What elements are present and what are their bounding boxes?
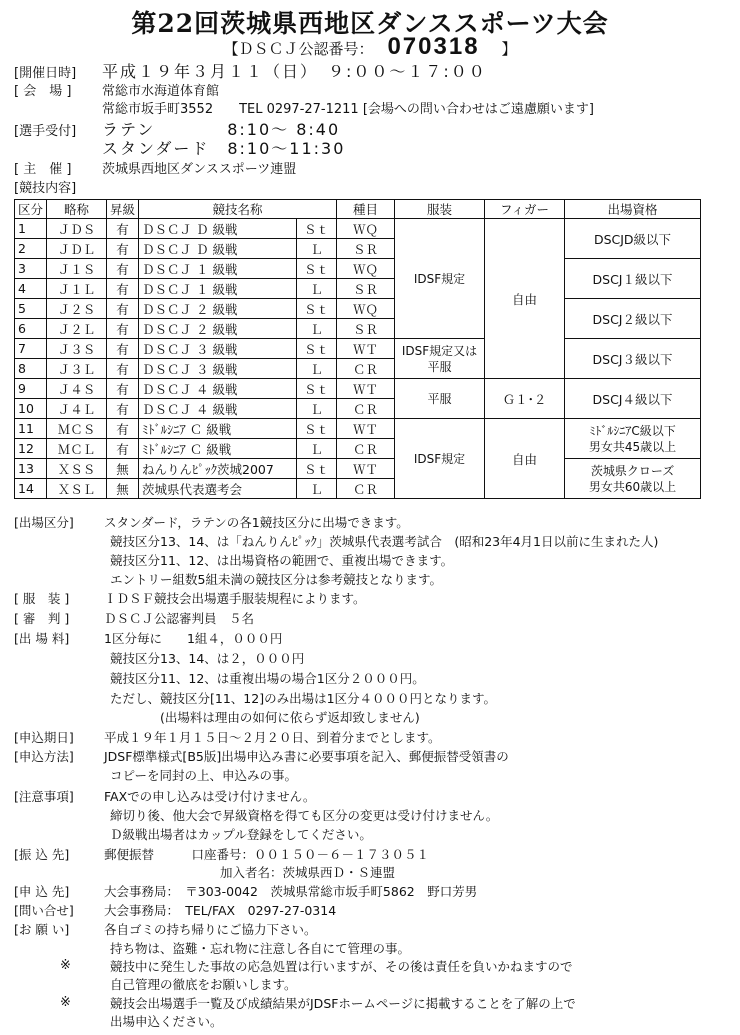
division-no: 14 [15,479,47,499]
qualification [565,459,701,499]
abbreviation: ＭＣＳ [47,419,107,439]
content-label: [競技内容] [14,181,77,196]
abbreviation: Ｊ１Ｌ [47,279,107,299]
promotion: 無 [107,479,139,499]
event: ＷＴ [337,379,395,399]
competition-name: ＤＳＣＪ ２ 級戦 [139,299,297,319]
fee-line-2: 競技区分13、14、は２，０００円 [110,651,305,666]
category: Ｌ [297,479,337,499]
table-row [15,379,701,399]
competition-table [14,199,701,499]
apply-section: [申 込 先] 大会事務局： 〒303-0042 茨城県常総市坂手町5862 野口芳男 [14,884,478,899]
promotion: 有 [107,319,139,339]
promotion: 有 [107,339,139,359]
abbreviation: ＭＣＬ [47,439,107,459]
reception-standard: スタンダード 8:10～11:30 [102,139,346,158]
event: ＷＱ [337,259,395,279]
abbreviation: Ｊ１Ｓ [47,259,107,279]
dress-ids: IDSF規定 [395,219,485,339]
table-header: 区分 略称 昇級 競技名称 種目 服装 フィガー 出場資格 [15,200,701,219]
qualification: DSCJ３級以下 [565,339,701,379]
page-title: 第22回茨城県西地区ダンススポーツ大会 [131,9,609,38]
event: ＷＴ [337,419,395,439]
promotion: 有 [107,279,139,299]
caution-section: [注意事項] FAXでの申し込みは受け付けません。 [14,789,316,804]
table-row [15,339,701,359]
dress-ids-or-plain: IDSF規定又は平服 [395,339,485,379]
qualification-line: 男女共60歳以上 [588,479,677,494]
competition-name: ＤＳＣＪ Ｄ 級戦 [139,239,297,259]
qualification-line: 茨城県クローズ [590,463,675,478]
fee-line-3: 競技区分11、12、は重複出場の場合1区分２０００円。 [110,671,425,686]
abbreviation: Ｊ２Ｌ [47,319,107,339]
abbreviation: ＪＤＬ [47,239,107,259]
approval-number: 【ＤＳＣＪ公認番号： 070318 】 [223,33,517,60]
abbreviation: Ｊ４Ｌ [47,399,107,419]
division-no: 11 [15,419,47,439]
date-value: 平成１９年３月１１（日） ９:００～１７:００ [102,62,487,81]
abbreviation: ＪＤＳ [47,219,107,239]
category: Ｓｔ [297,379,337,399]
qualification: DSCJ２級以下 [565,299,701,339]
entry-line-4: エントリー組数5組未満の競技区分は参考競技となります。 [110,572,442,587]
event: ＷＱ [337,299,395,319]
event: ＣＲ [337,399,395,419]
competition-name: ＤＳＣＪ Ｄ 級戦 [139,219,297,239]
division-no: 2 [15,239,47,259]
competition-name: ﾐﾄﾞﾙｼﾆｱ Ｃ 級戦 [139,439,297,459]
event: ＷＱ [337,219,395,239]
qualification: DSCJ１級以下 [565,259,701,299]
division-no: 3 [15,259,47,279]
request-line-2: 持ち物は、盗難・忘れ物に注意し各自にて管理の事。 [110,941,411,956]
host-value: 茨城県西地区ダンススポーツ連盟 [102,162,297,177]
event: ＳＲ [337,239,395,259]
event: ＷＴ [337,339,395,359]
event: ＣＲ [337,359,395,379]
venue-row: [ 会 場 ] 常総市水海道体育館 [14,84,220,99]
competition-name: ＤＳＣＪ ２ 級戦 [139,319,297,339]
dress-section: [ 服 装 ] ＩＤＳＦ競技会出場選手服装規程によります。 [14,591,366,606]
venue-name: 常総市水海道体育館 [102,84,220,99]
division-no: 6 [15,319,47,339]
competition-name: ねんりんﾋﾟｯｸ茨城2007 [139,459,297,479]
approval-code: 070318 [387,33,480,60]
competition-name: ＤＳＣＪ ４ 級戦 [139,379,297,399]
table-row [15,459,701,479]
qualification: DSCJD級以下 [565,219,701,259]
promotion: 有 [107,379,139,399]
event: ＣＲ [337,439,395,459]
competition-name: ＤＳＣＪ ３ 級戦 [139,339,297,359]
transfer-line-2: 加入者名：茨城県西Ｄ・Ｓ連盟 [220,865,396,880]
table-row [15,259,701,279]
qualification-line: ﾐﾄﾞﾙｼﾆｱC級以下 [589,423,676,438]
category: Ｌ [297,399,337,419]
category: Ｓｔ [297,339,337,359]
method-section: [申込方法] JDSF標準様式[B5版]出場申込み書に必要事項を記入、郵便振替受領書の [14,749,509,764]
event: ＳＲ [337,279,395,299]
division-no: 4 [15,279,47,299]
category: Ｓｔ [297,419,337,439]
promotion: 有 [107,399,139,419]
table-row [15,299,701,319]
event: ＣＲ [337,479,395,499]
promotion: 有 [107,259,139,279]
division-no: 10 [15,399,47,419]
abbreviation: ＸＳＳ [47,459,107,479]
judge-section: [ 審 判 ] ＤＳＣＪ公認審判員 ５名 [14,611,255,626]
competition-name: ＤＳＣＪ ４ 級戦 [139,399,297,419]
abbreviation: Ｊ４Ｓ [47,379,107,399]
method-line-2: コピーを同封の上、申込みの事。 [110,768,298,783]
approval-label: 【ＤＳＣＪ公認番号： [223,40,374,58]
promotion: 有 [107,359,139,379]
competition-name: 茨城県代表選考会 [139,479,297,499]
figure-g12: Ｇ１･２ [485,379,565,419]
fee-line-5: (出場料は理由の如何に依らず返却致しません) [160,710,420,725]
entry-line-2: 競技区分13、14、は「ねんりんﾋﾟｯｸ」茨城県代表選考試合 (昭和23年4月1日以前に生まれた人) [110,534,659,549]
dress-ids-middle: IDSF規定 [395,419,485,499]
date-row: [開催日時] 平成１９年３月１１（日） ９:００～１７:００ [14,62,487,81]
abbreviation: Ｊ３Ｌ [47,359,107,379]
category: Ｓｔ [297,299,337,319]
category: Ｌ [297,239,337,259]
qualification [565,419,701,459]
category: Ｓｔ [297,219,337,239]
abbreviation: Ｊ３Ｓ [47,339,107,359]
competition-name: ＤＳＣＪ ３ 級戦 [139,359,297,379]
qualification-line: 男女共45歳以上 [588,439,677,454]
promotion: 有 [107,439,139,459]
promotion: 有 [107,239,139,259]
caution-line-2: 締切り後、他大会で昇級資格を得ても区分の変更は受け付けません。 [110,808,499,823]
request-line-4: 自己管理の徹底をお願いします。 [110,977,297,992]
reception-row: [選手受付] ラテン 8:10～ 8:40 [14,120,341,139]
request-line-3: 競技中に発生した事故の応急処置は行いますが、その後は責任を負いかねますので [110,959,573,974]
entry-line-3: 競技区分11、12、は出場資格の範囲で、重複出場できます。 [110,553,454,568]
dress-plain: 平服 [395,379,485,419]
promotion: 有 [107,419,139,439]
fee-line-4: ただし、競技区分[11、12]のみ出場は1区分４０００円となります。 [110,691,497,706]
reception-latin: ラテン 8:10～ 8:40 [102,120,341,139]
division-no: 9 [15,379,47,399]
figure-free-middle: 自由 [485,419,565,499]
table-row [15,219,701,239]
category: Ｌ [297,359,337,379]
figure-free: 自由 [485,219,565,379]
contact-section: [問い合せ] 大会事務局： TEL/FAX 0297-27-0314 [14,903,337,918]
host-row: [ 主 催 ] 茨城県西地区ダンススポーツ連盟 [14,162,297,177]
table-row [15,419,701,439]
division-no: 7 [15,339,47,359]
qualification: DSCJ４級以下 [565,379,701,419]
fee-section: [出 場 料] 1区分毎に 1組４，０００円 [14,631,283,646]
note-mark-1: ※ [60,958,71,973]
note-mark-2: ※ [60,995,71,1010]
caution-line-3: Ｄ級戦出場者はカップル登録をしてください。 [110,827,372,842]
request-line-6: 出場申込ください。 [110,1014,223,1029]
category: Ｌ [297,319,337,339]
venue-address: 常総市坂手町3552 TEL 0297-27-1211 [会場への問い合わせはご遠慮願います] [102,102,594,117]
category: Ｌ [297,439,337,459]
abbreviation: ＸＳＬ [47,479,107,499]
division-no: 8 [15,359,47,379]
transfer-section: [振 込 先] 郵便振替 口座番号：００１５０－６－１７３０５１ [14,847,430,862]
division-no: 5 [15,299,47,319]
promotion: 有 [107,299,139,319]
division-no: 12 [15,439,47,459]
competition-name: ＤＳＣＪ １ 級戦 [139,279,297,299]
request-line-5: 競技会出場選手一覧及び成績結果がJDSFホームページに掲載することを了解の上で [110,996,576,1011]
promotion: 有 [107,219,139,239]
request-section: [お 願 い] 各自ゴミの持ち帰りにご協力下さい。 [14,922,317,937]
category: Ｓｔ [297,459,337,479]
category: Ｓｔ [297,259,337,279]
promotion: 無 [107,459,139,479]
division-no: 1 [15,219,47,239]
event: ＳＲ [337,319,395,339]
category: Ｌ [297,279,337,299]
entry-section: [出場区分] スタンダード，ラテンの各1競技区分に出場できます。 [14,515,409,530]
deadline-section: [申込期日] 平成１９年１月１５日～２月２０日、到着分までとします。 [14,730,441,745]
abbreviation: Ｊ２Ｓ [47,299,107,319]
division-no: 13 [15,459,47,479]
competition-name: ﾐﾄﾞﾙｼﾆｱ Ｃ 級戦 [139,419,297,439]
competition-name: ＤＳＣＪ １ 級戦 [139,259,297,279]
event: ＷＴ [337,459,395,479]
